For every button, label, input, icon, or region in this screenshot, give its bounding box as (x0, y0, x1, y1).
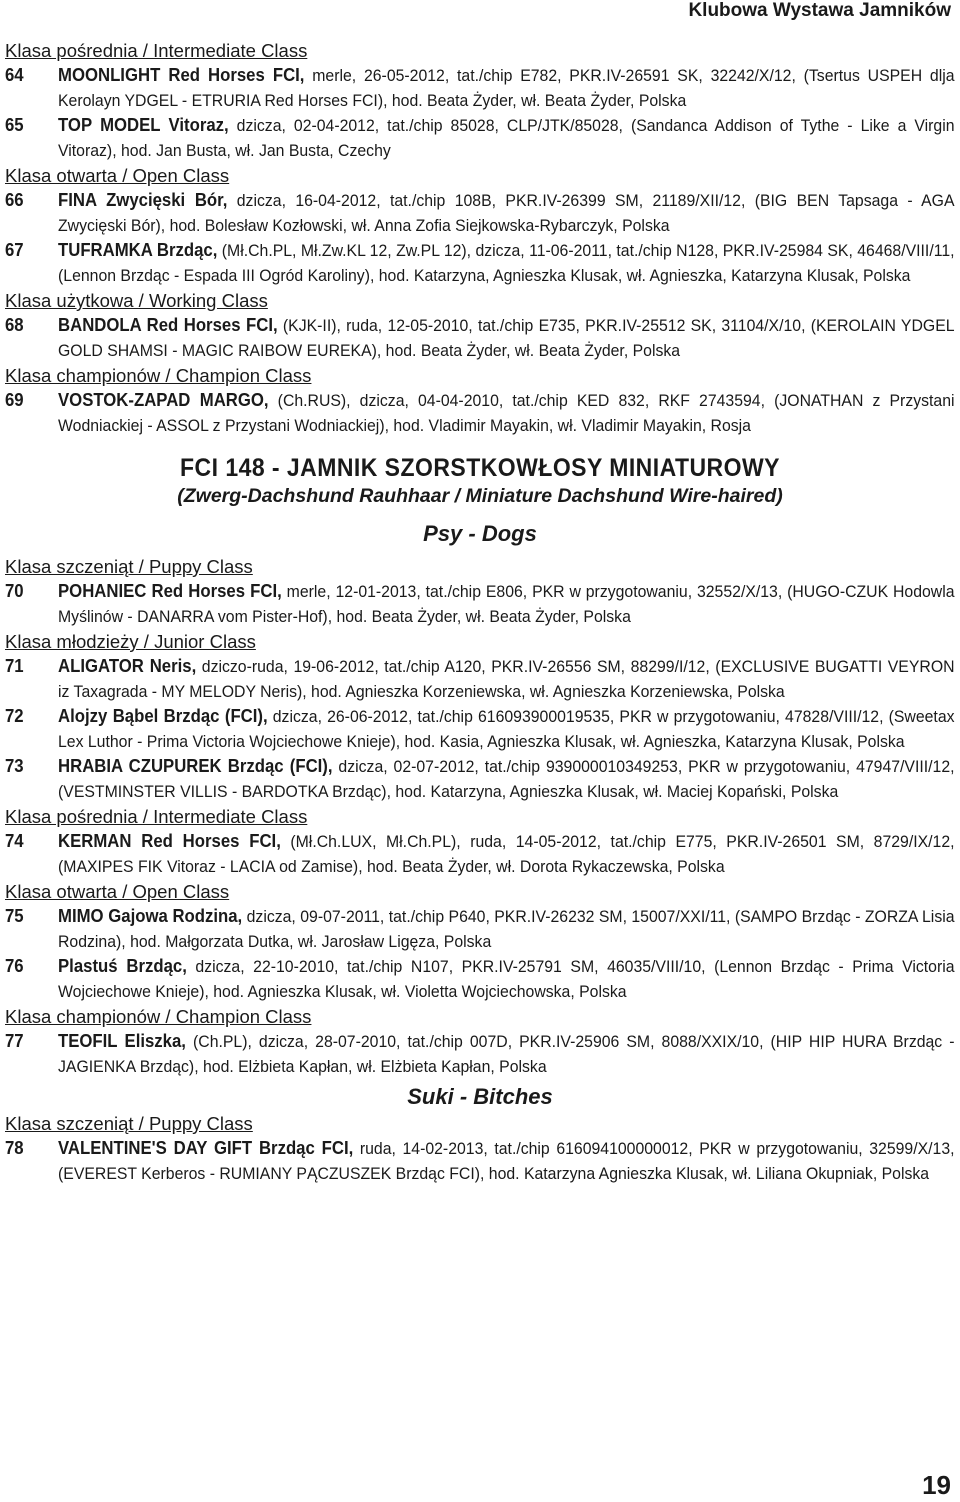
dog-name: Plastuś Brzdąc, (58, 956, 187, 976)
dog-entry-66 (5, 188, 955, 238)
entry-number: 75 (5, 906, 24, 926)
entry-number: 68 (5, 315, 24, 335)
dog-entry-67 (5, 238, 955, 288)
entry-text (58, 1029, 955, 1079)
class-heading: Klasa championów / Champion Class (5, 1006, 312, 1027)
entry-text (58, 654, 955, 704)
entry-text (58, 63, 955, 113)
catalog-content (5, 38, 955, 1186)
dog-name: TEOFIL Eliszka, (58, 1031, 186, 1051)
dog-entry-68 (5, 313, 955, 363)
entry-text (58, 113, 955, 163)
dog-details: dzicza, 02-04-2012, tat./chip 85028, CLP/JTK/85028, (Sandanca Addison of Tythe - Like a Virgin Vitoraz), hod. Jan Busta, wł. Jan Busta, Czechy (58, 116, 955, 160)
entry-number: 70 (5, 581, 24, 601)
dog-details: dzicza, 22-10-2010, tat./chip N107, PKR.IV-25791 SM, 46035/VIII/10, (Lennon Brzdąc - Prima Victoria Wojciechowe Knieje), hod. Agnieszka Klusak, wł. Violetta Wojciechowska, Polska (58, 957, 955, 1001)
dog-entry-74 (5, 829, 955, 879)
entry-number: 76 (5, 956, 24, 976)
entry-number: 71 (5, 656, 24, 676)
dog-details: ruda, 14-02-2013, tat./chip 616094100000012, PKR w przygotowaniu, 32599/X/13, (EVEREST Kerberos - RUMIANY PĄCZUSZEK Brzdąc FCI), hod. Katarzyna Agnieszka Klusak, wł. Liliana Okupniak, Polska (58, 1139, 955, 1183)
dog-details: merle, 26-05-2012, tat./chip E782, PKR.IV-26591 SK, 32242/X/12, (Tsertus USPEH dlja Kerolayn YDGEL - ETRURIA Red Horses FCI), hod. Beata Żyder, wł. Beata Żyder, Polska (58, 66, 955, 110)
sex-heading-dogs: Psy - Dogs (423, 521, 537, 546)
dog-name: HRABIA CZUPUREK Brzdąc (FCI), (58, 756, 333, 776)
entry-text (58, 388, 955, 438)
dog-name: TOP MODEL Vitoraz, (58, 115, 229, 135)
class-heading: Klasa pośrednia / Intermediate Class (5, 806, 308, 827)
entry-number: 69 (5, 390, 24, 410)
breed-title: FCI 148 - JAMNIK SZORSTKOWŁOSY MINIATUROWY (180, 454, 780, 482)
entry-text (58, 188, 955, 238)
dog-name: MOONLIGHT Red Horses FCI, (58, 65, 305, 85)
dog-entry-69 (5, 388, 955, 438)
dog-entry-70 (5, 579, 955, 629)
dog-details: (Ch.RUS), dzicza, 04-04-2010, tat./chip KED 832, RKF 2743594, (JONATHAN z Przystani Wodniackiej - ASSOL z Przystani Wodniackiej), hod. Vladimir Mayakin, wł. Vladimir Mayakin, Rosja (58, 391, 955, 435)
entry-number: 64 (5, 65, 24, 85)
dog-details: dzicza, 09-07-2011, tat./chip P640, PKR.IV-26232 SM, 15007/XXI/11, (SAMPO Brzdąc - ZORZA Lisia Rodzina), hod. Małgorzata Dutka, wł. Jarosław Ligęza, Polska (58, 907, 955, 951)
entry-number: 72 (5, 706, 24, 726)
dog-entry-73 (5, 754, 955, 804)
dog-details: dzicza, 16-04-2012, tat./chip 108B, PKR.IV-26399 SM, 21189/XII/12, (BIG BEN Tapsaga - AGA Zwycięski Bór), hod. Bolesław Kozłowski, wł. Anna Zofia Siejkowska-Rybarczyk, Polska (58, 191, 955, 235)
dog-entry-78 (5, 1136, 955, 1186)
dog-details: dzicza, 26-06-2012, tat./chip 616093900019535, PKR w przygotowaniu, 47828/VIII/12, (Sweetax Lex Luthor - Prima Victoria Wojciechowe Knieje), hod. Kasia, Agnieszka Klusak, wł. Agnieszka, Katarzyna Klusak, Polska (58, 707, 955, 751)
dog-entry-77 (5, 1029, 955, 1079)
breed-subtitle: (Zwerg-Dachshund Rauhhaar / Miniature Dachshund Wire-haired) (177, 485, 783, 507)
dog-entry-72 (5, 704, 955, 754)
class-heading: Klasa użytkowa / Working Class (5, 290, 268, 311)
dog-details: (KJK-II), ruda, 12-05-2010, tat./chip E735, PKR.IV-25512 SK, 31104/X/10, (KEROLAIN YDGEL GOLD SHAMSI - MAGIC RAIBOW EUREKA), hod. Beata Żyder, wł. Beata Żyder, Polska (58, 316, 955, 360)
entry-number: 74 (5, 831, 24, 851)
entry-number: 66 (5, 190, 24, 210)
entry-number: 78 (5, 1138, 24, 1158)
dog-name: BANDOLA Red Horses FCI, (58, 315, 278, 335)
dog-details: dziczo-ruda, 19-06-2012, tat./chip A120, PKR.IV-26556 SM, 88299/I/12, (EXCLUSIVE BUGATTI VEYRON iz Taxagrada - MY MELODY Neris), hod. Agnieszka Korzeniewska, wł. Agnieszka Korzeniewska, Polska (58, 657, 955, 701)
entry-text (58, 829, 955, 879)
class-heading: Klasa młodzieży / Junior Class (5, 631, 256, 652)
entry-number: 73 (5, 756, 24, 776)
entry-text (58, 754, 955, 804)
dog-details: dzicza, 02-07-2012, tat./chip 939000010349253, PKR w przygotowaniu, 47947/VIII/12, (VESTMINSTER VILLIS - BARDOTKA Brzdąc), hod. Katarzyna, Agnieszka Klusak, wł. Maciej Kopański, Polska (58, 757, 955, 801)
entry-number: 67 (5, 240, 24, 260)
entry-text (58, 1136, 955, 1186)
entry-number: 77 (5, 1031, 24, 1051)
dog-details: (Ch.PL), dzicza, 28-07-2010, tat./chip 007D, PKR.IV-25906 SM, 8088/XXIX/10, (HIP HIP HURA Brzdąc - JAGIENKA Brzdąc), hod. Elżbieta Kapłan, wł. Elżbieta Kapłan, Polska (58, 1032, 955, 1076)
running-head: Klubowa Wystawa Jamników (688, 0, 951, 21)
dog-entry-71 (5, 654, 955, 704)
class-heading: Klasa szczeniąt / Puppy Class (5, 1113, 253, 1134)
dog-entry-64 (5, 63, 955, 113)
dog-name: TUFRAMKA Brzdąc, (58, 240, 218, 260)
dog-name: KERMAN Red Horses FCI, (58, 831, 281, 851)
entry-text (58, 313, 955, 363)
dog-name: MIMO Gajowa Rodzina, (58, 906, 243, 926)
dog-entry-65 (5, 113, 955, 163)
dog-entry-75 (5, 904, 955, 954)
dog-name: FINA Zwycięski Bór, (58, 190, 228, 210)
dog-name: ALIGATOR Neris, (58, 656, 197, 676)
dog-details: merle, 12-01-2013, tat./chip E806, PKR w przygotowaniu, 32552/X/13, (HUGO-CZUK Hodowla Myślinów - DANARRA vom Pister-Hof), hod. Beata Żyder, wł. Beata Żyder, Polska (58, 582, 955, 626)
dog-entry-76 (5, 954, 955, 1004)
entry-number: 65 (5, 115, 24, 135)
dog-details: (Mł.Ch.LUX, Mł.Ch.PL), ruda, 14-05-2012, tat./chip E775, PKR.IV-26501 SM, 8729/IX/12, (MAXIPES FIK Vitoraz - LACIA od Zamise), hod. Beata Żyder, wł. Dorota Rykaczewska, Polska (58, 832, 955, 876)
dog-name: VOSTOK-ZAPAD MARGO, (58, 390, 269, 410)
class-heading: Klasa championów / Champion Class (5, 365, 312, 386)
entry-text (58, 704, 955, 754)
dog-name: VALENTINE'S DAY GIFT Brzdąc FCI, (58, 1138, 354, 1158)
dog-name: Alojzy Bąbel Brzdąc (FCI), (58, 706, 268, 726)
dog-name: POHANIEC Red Horses FCI, (58, 581, 282, 601)
class-heading: Klasa pośrednia / Intermediate Class (5, 40, 308, 61)
page-number: 19 (922, 1470, 951, 1500)
entry-text (58, 904, 955, 954)
dog-details: (Mł.Ch.PL, Mł.Zw.KL 12, Zw.PL 12), dzicza, 11-06-2011, tat./chip N128, PKR.IV-25984 SK, 46468/VIII/11, (Lennon Brzdąc - Espada III Ogród Karoliny), hod. Katarzyna, Agnieszka Klusak, wł. Agnieszka, Katarzyna Klusak, Polska (58, 241, 955, 285)
class-heading: Klasa otwarta / Open Class (5, 165, 230, 186)
class-heading: Klasa szczeniąt / Puppy Class (5, 556, 253, 577)
entry-text (58, 238, 955, 288)
class-heading: Klasa otwarta / Open Class (5, 881, 230, 902)
entry-text (58, 954, 955, 1004)
sex-heading-bitches: Suki - Bitches (407, 1084, 553, 1109)
entry-text (58, 579, 955, 629)
